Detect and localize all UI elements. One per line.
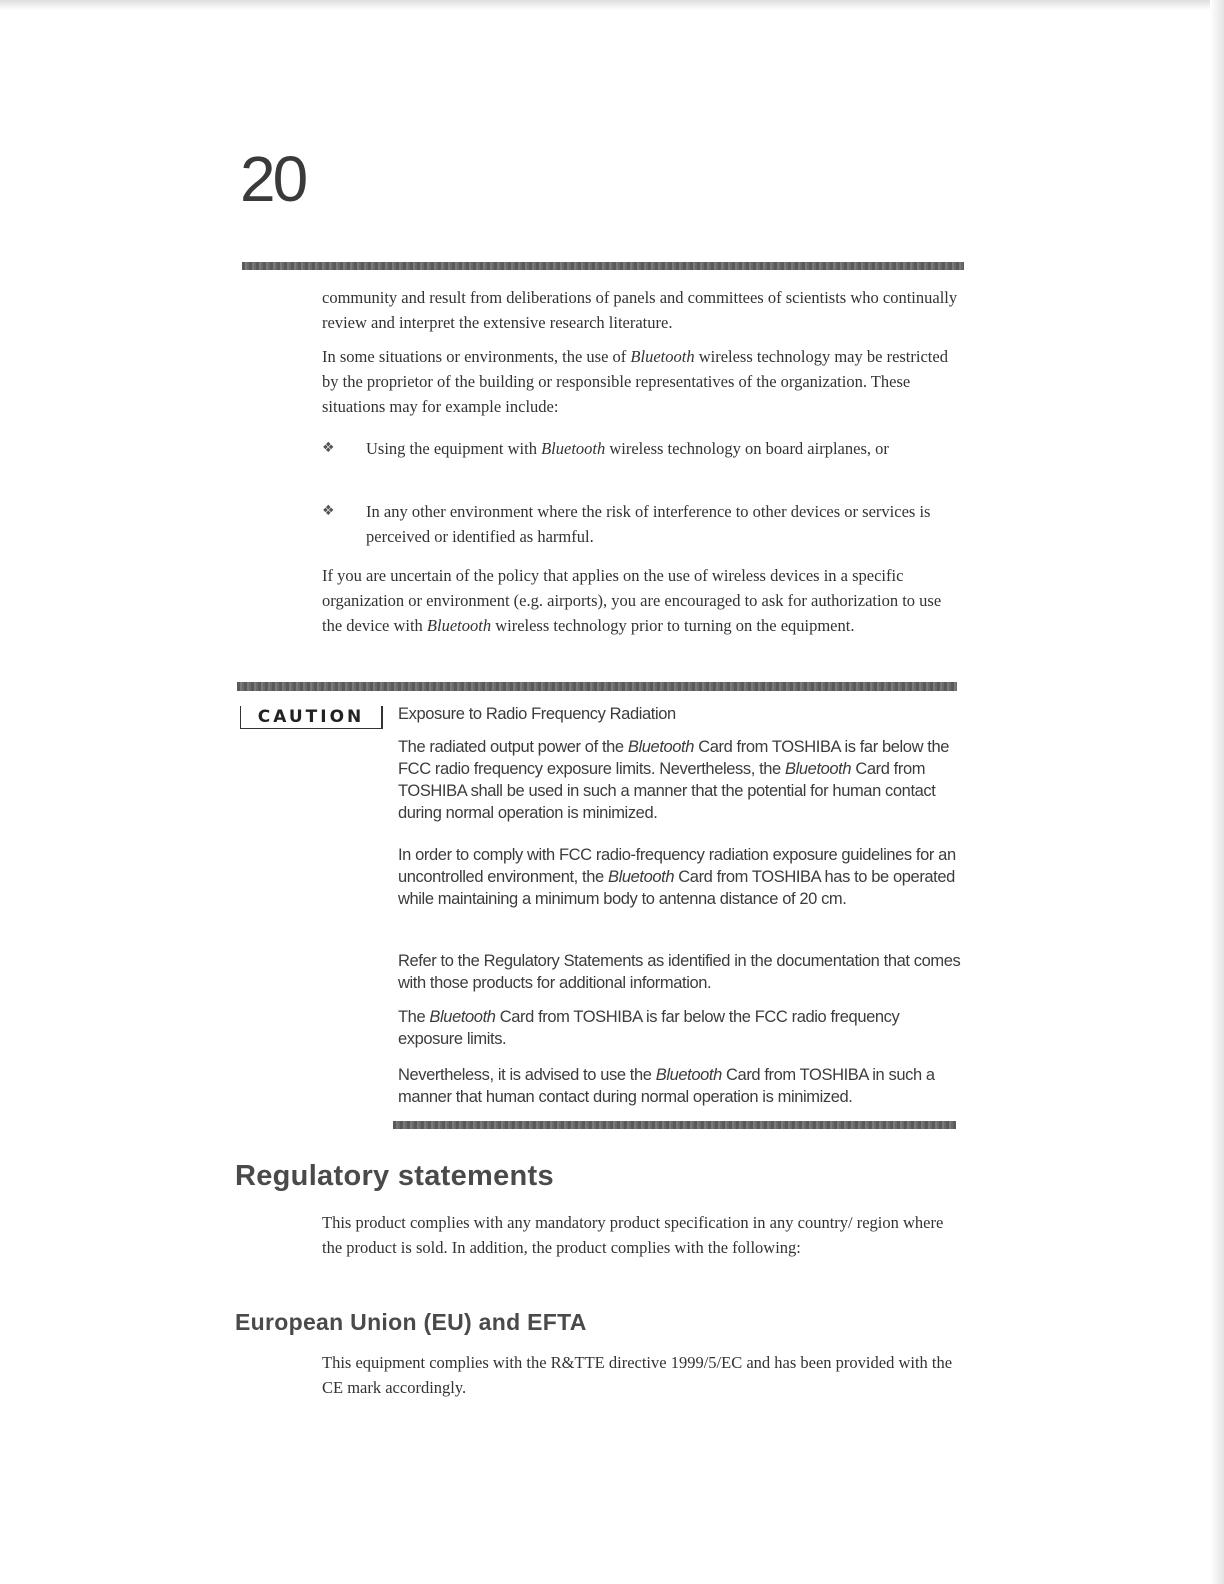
caution-rule-bottom <box>393 1121 956 1129</box>
emphasis-bluetooth: Bluetooth <box>541 439 606 458</box>
text-span: In order to comply with FCC radio-frequency radiation exposure guidelines for an uncontrolled environment, the <box>398 846 956 886</box>
text-span: Card from TOSHIBA shall be used in such a manner that the potential for human contact during normal operation is minimized. <box>398 760 936 822</box>
text-span: If you are uncertain of the policy that applies on the use of wireless devices in a specific organization or environment (e.g. airports), you are encouraged to ask for authorization to use the device with <box>322 566 942 635</box>
emphasis-bluetooth: Bluetooth <box>627 738 695 756</box>
text-span: wireless technology prior to turning on the equipment. <box>491 616 855 635</box>
paragraph-regulatory <box>322 1210 962 1260</box>
text-span: Nevertheless, it is advised to use the <box>398 1066 656 1084</box>
diamond-bullet-icon: ❖ <box>322 503 335 519</box>
emphasis-bluetooth: Bluetooth <box>607 868 675 886</box>
paragraph-eu <box>322 1350 962 1400</box>
list-item <box>322 499 962 549</box>
text-span: In any other environment where the risk of interference to other devices or services is perceived or identified as harmful. <box>366 502 931 546</box>
paragraph-text <box>398 1064 963 1108</box>
emphasis-bluetooth: Bluetooth <box>429 1008 496 1026</box>
caution-label: CAUTION <box>240 706 383 729</box>
text-span: Card from TOSHIBA in such a manner that human contact during normal operation is minimized. <box>398 1066 935 1106</box>
paragraph-text <box>398 736 963 824</box>
paragraph-text <box>322 563 962 638</box>
paragraph-intro <box>322 285 962 335</box>
emphasis-bluetooth: Bluetooth <box>785 760 852 778</box>
text-span: Card from TOSHIBA is far below the FCC radio frequency exposure limits. Nevertheless, the <box>398 738 950 778</box>
page-number: 20 <box>240 143 306 215</box>
paragraph-text: This product complies with any mandatory product specification in any country/ region where the product is sold. In addition, the product complies with the following: <box>322 1213 944 1257</box>
paragraph-text: This equipment complies with the R&TTE directive 1999/5/EC and has been provided with the CE mark accordingly. <box>322 1353 953 1397</box>
bullet-list <box>322 436 962 461</box>
text-span: Card from TOSHIBA has to be operated while maintaining a minimum body to antenna distance of 20 cm. <box>398 868 955 908</box>
caution-paragraph <box>398 844 963 910</box>
text-span: Card from TOSHIBA is far below the FCC radio frequency exposure limits. <box>398 1008 900 1048</box>
text-span: wireless technology may be restricted by the proprietor of the building or responsible representatives of the organization. These situations may for example include: <box>322 347 948 416</box>
list-item <box>322 436 962 461</box>
paragraph-text <box>398 1006 963 1050</box>
text-span: In some situations or environments, the use of <box>322 347 631 366</box>
caution-paragraph <box>398 1064 963 1108</box>
paragraph-text: Refer to the Regulatory Statements as identified in the documentation that comes with those products for additional information. <box>398 952 961 992</box>
caution-rule-top <box>237 682 957 691</box>
emphasis-bluetooth: Bluetooth <box>630 347 695 366</box>
diamond-bullet-icon: ❖ <box>322 440 335 456</box>
paragraph-restrictions <box>322 344 962 419</box>
section-rule <box>242 262 964 270</box>
page-edge-shadow <box>1210 0 1224 1584</box>
paragraph-text: community and result from deliberations of panels and committees of scientists who continually review and interpret the extensive research literature. <box>322 288 958 332</box>
emphasis-bluetooth: Bluetooth <box>426 616 492 635</box>
paragraph-text <box>322 344 962 419</box>
subsection-heading-eu: European Union (EU) and EFTA <box>235 1309 587 1335</box>
caution-paragraph <box>398 736 963 824</box>
emphasis-bluetooth: Bluetooth <box>655 1066 722 1084</box>
paragraph-text <box>398 844 963 910</box>
text-span: wireless technology on board airplanes, or <box>605 439 889 458</box>
text-span: The <box>398 1008 430 1026</box>
caution-title: Exposure to Radio Frequency Radiation <box>398 705 676 723</box>
text-span: Using the equipment with <box>366 439 542 458</box>
caution-paragraph <box>398 950 963 994</box>
caution-paragraph <box>398 1006 963 1050</box>
section-heading-regulatory: Regulatory statements <box>235 1160 554 1192</box>
text-span: The radiated output power of the <box>398 738 628 756</box>
bullet-list <box>322 499 962 549</box>
paragraph-uncertain-policy <box>322 563 962 638</box>
page-edge <box>0 0 1224 10</box>
